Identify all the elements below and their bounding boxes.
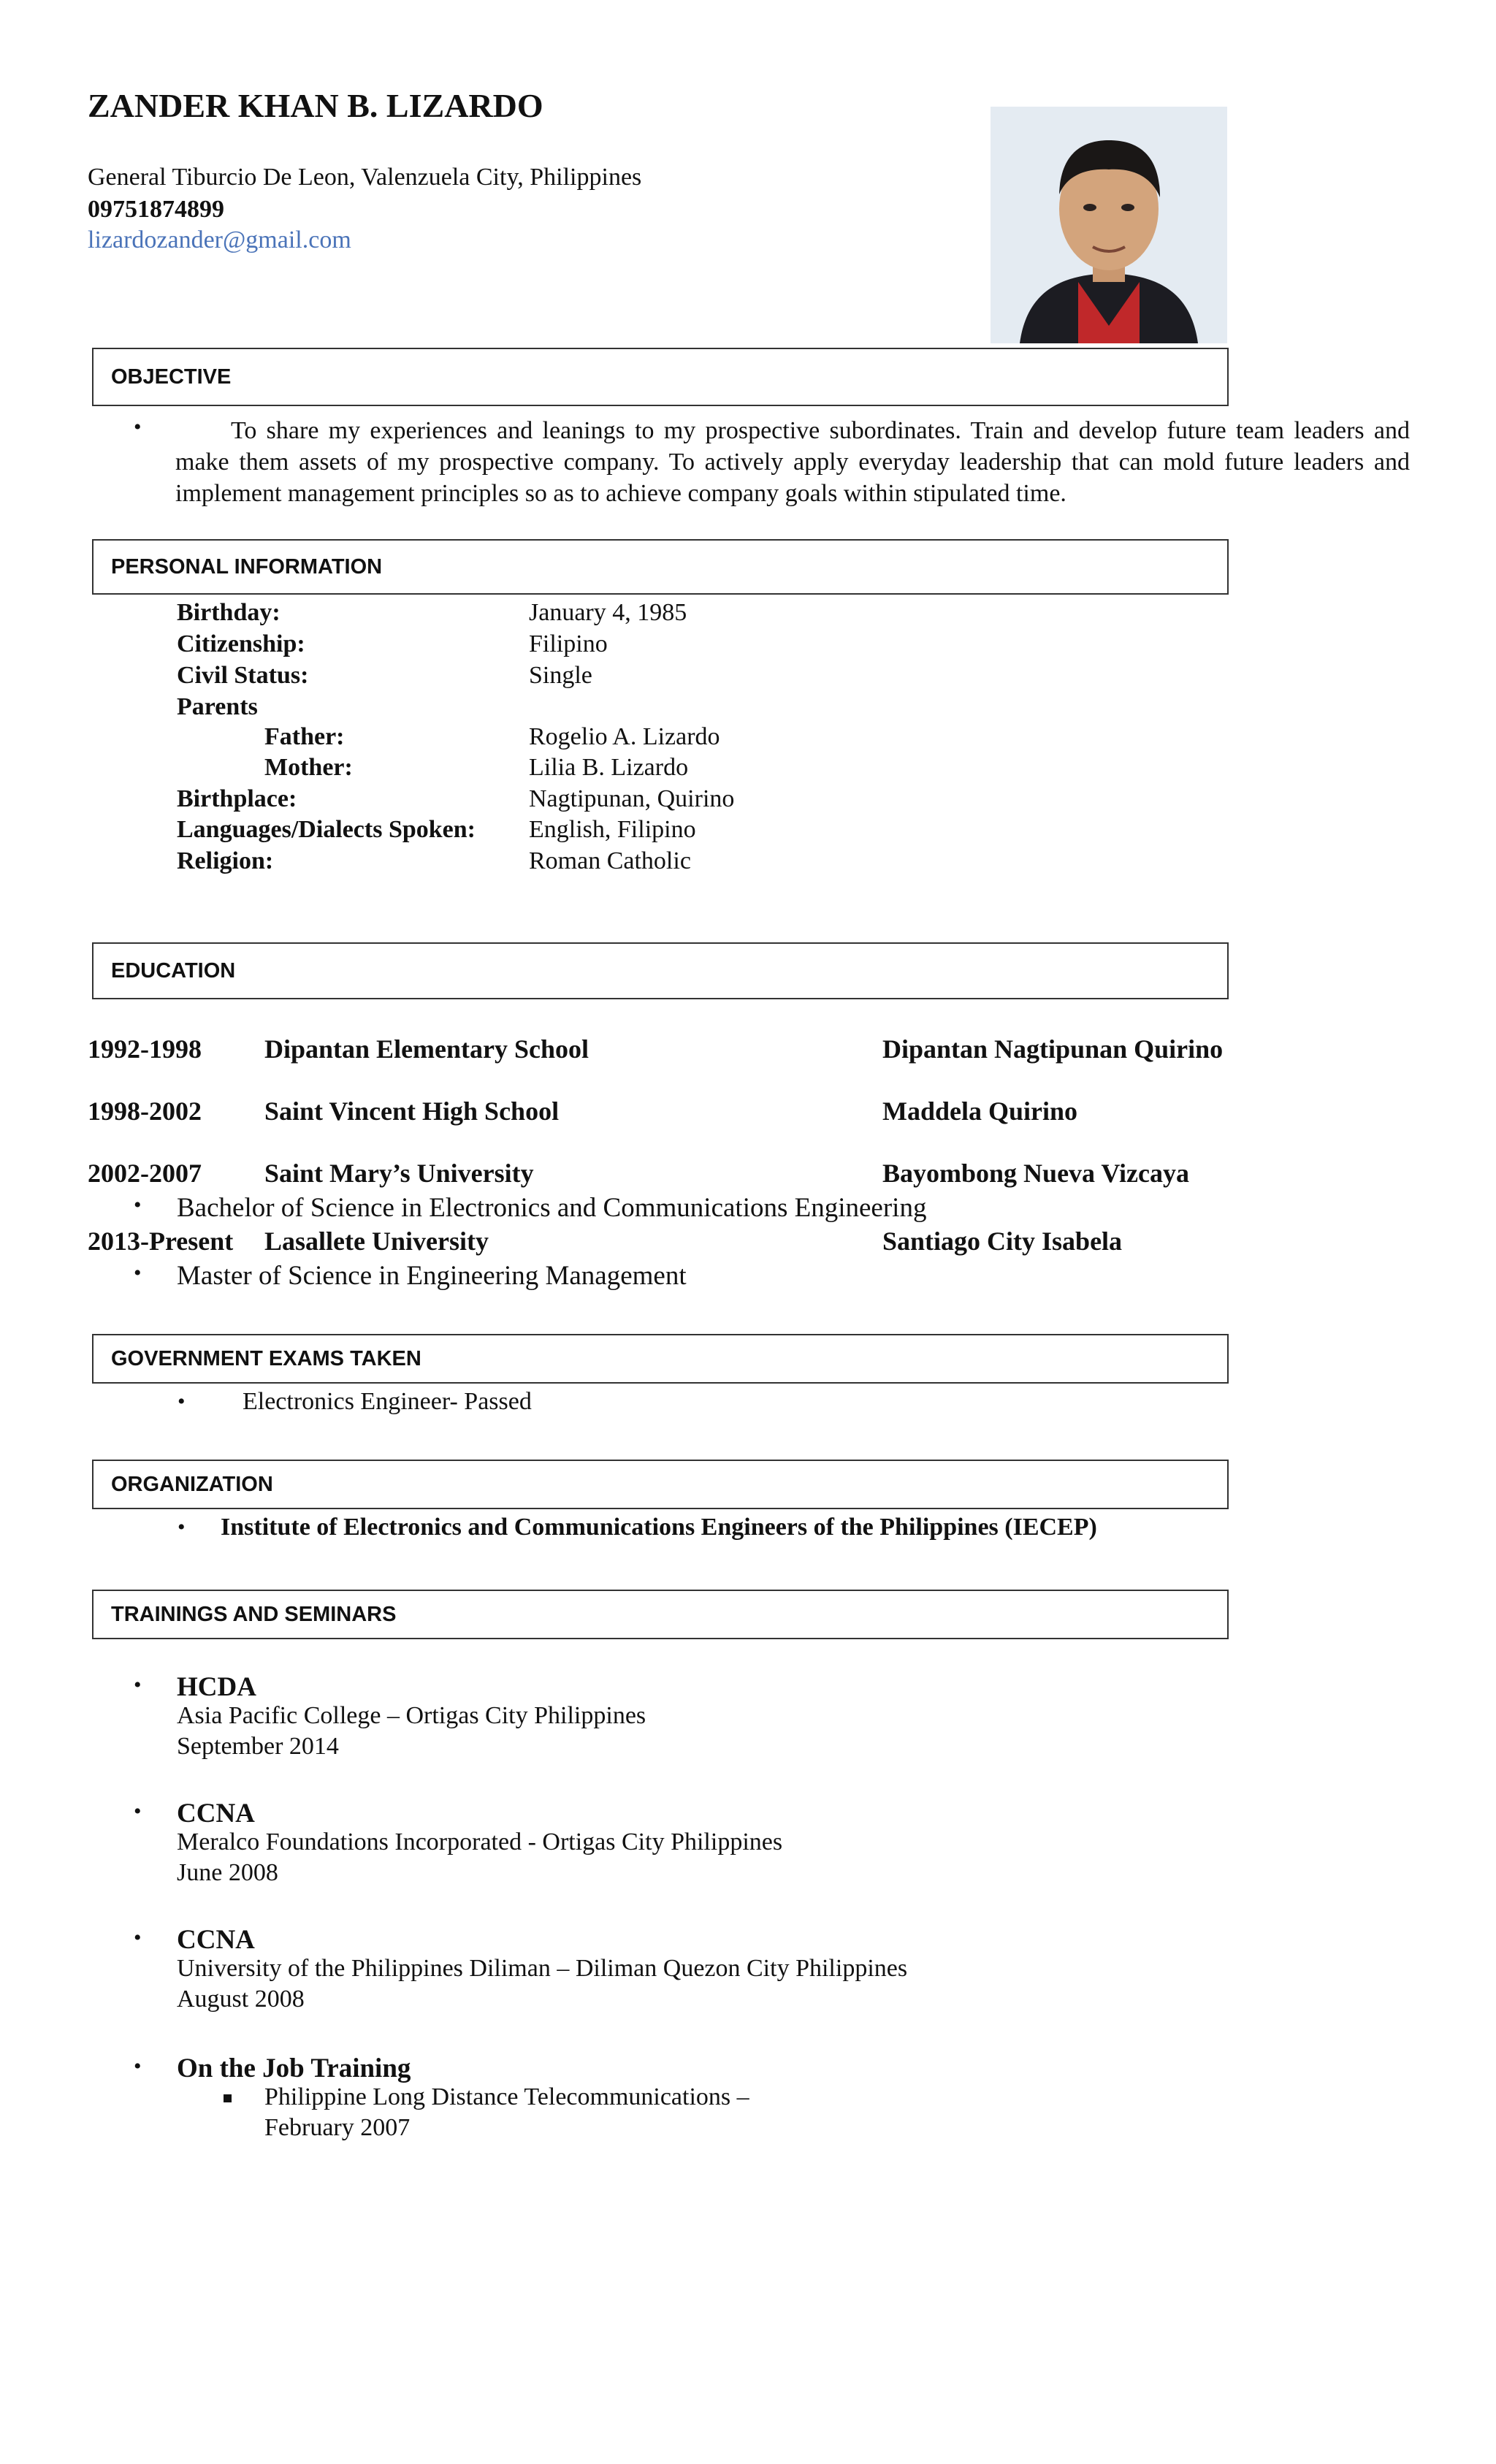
bullet-icon: • bbox=[134, 1799, 142, 1823]
education-location: Dipantan Nagtipunan Quirino bbox=[882, 1034, 1224, 1064]
citizenship-value: Filipino bbox=[529, 630, 608, 657]
birthplace-value: Nagtipunan, Quirino bbox=[529, 785, 735, 812]
training-title: On the Job Training bbox=[177, 2053, 411, 2083]
bullet-icon: • bbox=[134, 415, 142, 439]
birthday-label: Birthday: bbox=[177, 599, 280, 626]
training-title: CCNA bbox=[177, 1799, 255, 1828]
organization-item: Institute of Electronics and Communications Engineers of the Philippines (IECEP) bbox=[221, 1514, 1097, 1541]
phone-number: 09751874899 bbox=[88, 196, 224, 223]
education-school: Dipantan Elementary School bbox=[264, 1034, 589, 1064]
languages-value: English, Filipino bbox=[529, 816, 696, 843]
birthplace-label: Birthplace: bbox=[177, 785, 297, 812]
religion-label: Religion: bbox=[177, 847, 274, 874]
education-degree: Master of Science in Engineering Management bbox=[177, 1261, 687, 1291]
training-date: September 2014 bbox=[177, 1733, 339, 1760]
father-value: Rogelio A. Lizardo bbox=[529, 723, 720, 750]
education-years: 1998-2002 bbox=[88, 1096, 202, 1126]
bullet-icon: • bbox=[134, 1261, 142, 1285]
section-exams-header: GOVERNMENT EXAMS TAKEN bbox=[92, 1334, 1229, 1384]
applicant-name: ZANDER KHAN B. LIZARDO bbox=[88, 87, 543, 124]
objective-paragraph: To share my experiences and leanings to my prospective subordinates. Train and develop future team leaders and make them assets of my prospective company. To actively apply everyday leadership that can mold future leaders and implement management principles so as to achieve company goals within stipulated time. bbox=[175, 417, 1410, 507]
section-trainings-header: TRAININGS AND SEMINARS bbox=[92, 1590, 1229, 1639]
education-school: Saint Vincent High School bbox=[264, 1096, 560, 1126]
section-organization-header: ORGANIZATION bbox=[92, 1460, 1229, 1509]
training-provider: Meralco Foundations Incorporated - Ortigas City Philippines bbox=[177, 1828, 783, 1855]
mother-value: Lilia B. Lizardo bbox=[529, 754, 689, 781]
bullet-icon: • bbox=[178, 1515, 186, 1539]
education-school: Saint Mary’s University bbox=[264, 1159, 534, 1188]
exam-item: Electronics Engineer- Passed bbox=[243, 1388, 532, 1415]
training-date: June 2008 bbox=[177, 1859, 278, 1886]
civil-status-label: Civil Status: bbox=[177, 662, 309, 689]
training-title: HCDA bbox=[177, 1672, 256, 1702]
section-personal-header: PERSONAL INFORMATION bbox=[92, 539, 1229, 595]
birthday-value: January 4, 1985 bbox=[529, 599, 687, 626]
bullet-icon: • bbox=[134, 2054, 142, 2078]
father-label: Father: bbox=[264, 723, 345, 750]
citizenship-label: Citizenship: bbox=[177, 630, 305, 657]
education-location: Santiago City Isabela bbox=[882, 1227, 1123, 1256]
parents-label: Parents bbox=[177, 693, 258, 720]
bullet-icon: • bbox=[134, 1926, 142, 1950]
profile-photo bbox=[991, 107, 1227, 343]
bullet-icon: • bbox=[178, 1389, 186, 1414]
training-provider: Philippine Long Distance Telecommunications – bbox=[264, 2083, 749, 2110]
training-provider: University of the Philippines Diliman – Diliman Quezon City Philippines bbox=[177, 1955, 908, 1982]
religion-value: Roman Catholic bbox=[529, 847, 691, 874]
bullet-icon: • bbox=[134, 1193, 142, 1217]
education-degree: Bachelor of Science in Electronics and Communications Engineering bbox=[177, 1193, 927, 1223]
education-school: Lasallete University bbox=[264, 1227, 489, 1256]
training-provider: Asia Pacific College – Ortigas City Philippines bbox=[177, 1702, 646, 1729]
education-years: 2002-2007 bbox=[88, 1159, 202, 1188]
bullet-icon: • bbox=[134, 1673, 142, 1697]
address: General Tiburcio De Leon, Valenzuela City, Philippines bbox=[88, 164, 642, 191]
square-bullet-icon bbox=[224, 2094, 232, 2102]
training-date: August 2008 bbox=[177, 1986, 305, 2013]
training-title: CCNA bbox=[177, 1925, 255, 1955]
education-years: 1992-1998 bbox=[88, 1034, 202, 1064]
education-years: 2013-Present bbox=[88, 1227, 234, 1256]
section-objective-header: OBJECTIVE bbox=[92, 348, 1229, 406]
education-location: Maddela Quirino bbox=[882, 1096, 1078, 1126]
objective-text bbox=[175, 415, 1410, 509]
email-link[interactable]: lizardozander@gmail.com bbox=[88, 226, 351, 253]
civil-status-value: Single bbox=[529, 662, 592, 689]
languages-label: Languages/Dialects Spoken: bbox=[177, 816, 476, 843]
section-education-header: EDUCATION bbox=[92, 942, 1229, 999]
education-location: Bayombong Nueva Vizcaya bbox=[882, 1159, 1190, 1188]
training-date: February 2007 bbox=[264, 2114, 411, 2141]
mother-label: Mother: bbox=[264, 754, 353, 781]
